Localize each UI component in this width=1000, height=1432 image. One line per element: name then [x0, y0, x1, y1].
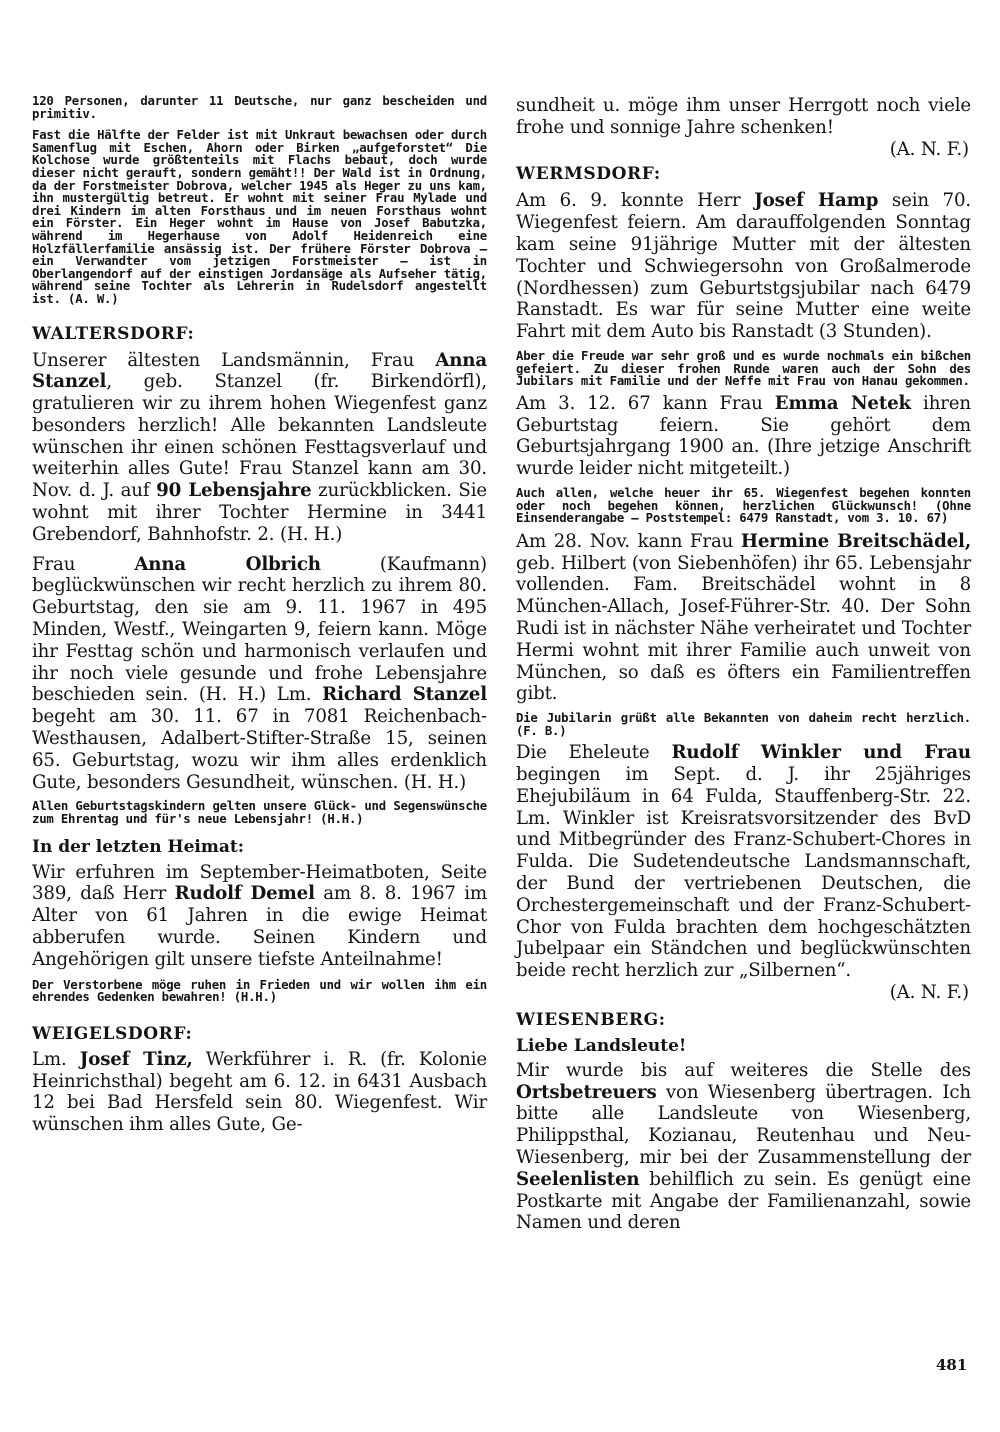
heading-wermsdorf: WERMSDORF: — [516, 164, 661, 185]
continuation-text: sundheit u. möge ihm unser Herrgott noch viele frohe und sonnige Jahre schenken! — [516, 95, 971, 138]
heading-waltersdorf: WALTERSDORF: — [32, 323, 195, 344]
heading-letzte-heimat: In der letzten Heimat: — [32, 836, 245, 857]
page-number: 481 — [936, 1356, 968, 1374]
obituary-note: Der Verstorbene möge ruhen in Frieden und wir wollen ihm ein ehrendes Gedenken bewahren! (H.H.) — [32, 977, 487, 1005]
intro-line: 120 Personen, darunter 11 Deutsche, nur ganz bescheiden und primitiv. — [32, 94, 487, 121]
heading-wiesenberg: WIESENBERG: — [516, 1009, 666, 1030]
article-hermine-breitschaedel: Am 28. Nov. kann Frau Hermine Breitschädel, geb. Hilbert (von Siebenhöfen) ihr 65. Lebensjahr vollenden. Fam. Breitschädel wohnt in 8 München-Allach, Josef-Führer-Str. 40. Der Sohn Rudi ist in nächster Nähe verheiratet und Tochter Hermi wohnt mit ihrer Familie auch unweit von München, so daß es öfters ein Familientreffen gibt. — [516, 530, 971, 705]
article-josef-tinz: Lm. Josef Tinz, Werkführer i. R. (fr. Kolonie Heinrichsthal) begeht am 6. 12. in 6431 Ausbach 12 bei Bad Hersfeld sein 80. Wiegenfest. Wir wünschen ihm alles Gute, Ge- — [32, 1048, 487, 1136]
article-emma-netek: Am 3. 12. 67 kann Frau Emma Netek ihren Geburtstag feiern. Sie gehört dem Geburtsjahrgang 1900 an. (Ihre jetzige Anschrift wurde leider nicht mitgeteilt.) — [516, 392, 971, 480]
jubilarin-note: Die Jubilarin grüßt alle Bekannten von daheim recht herzlich. (F. B.) — [516, 711, 971, 738]
celebration-note: Aber die Freude war sehr groß und es wurde nochmals ein bißchen gefeiert. Zu dieser frohen Runde waren auch der Sohn des Jubilars mit Familie und der Neffe mit Frau von Hanau gekommen. — [516, 348, 971, 389]
heading-weigelsdorf: WEIGELSDORF: — [32, 1023, 193, 1044]
article-ortsbetreuer: Mir wurde bis auf weiteres die Stelle des Ortsbetreuers von Wiesenberg übertragen. Ich bitte alle Landsleute von Wiesenberg, Philippsthal, Kozianau, Reutenhau und Neu-Wiesenberg, mir bei der Zusammenstellung der Seelenlisten behilflich zu sein. Es genügt eine Postkarte mit Angabe der Familienanzahl, sowie Namen und deren — [516, 1059, 971, 1234]
article-rudolf-winkler: Die Eheleute Rudolf Winkler und Frau begingen im Sept. d. J. ihr 25jähriges Ehejubiläum in 64 Fulda, Stauffenberg-Str. 22. Lm. Winkler ist Kreisratsvorsitzender des BvD und Mitbegründer des Franz-Schubert-Chores in Fulda. Die Sudetendeutsche Landsmannschaft, der Bund der vertriebenen Deutschen, die Orchestergemeinschaft und der Franz-Schubert-Chor von Fulda brachten dem hochgeschätzten Jubelpaar ein Ständchen und beglückwünschten beide recht herzlich zur „Silbernen“. — [516, 742, 971, 982]
kolchose-report: Fast die Hälfte der Felder ist mit Unkraut bewachsen oder durch Samenflug mit Eschen, Ahorn oder Birken „aufgeforstet“ Die Kolchose wurde größtenteils mit Flachs bebaut, doch wurde dieser nicht gerauft, sondern gemäht!! Der Wald ist in Ordnung, da der Forstmeister Dobrova, welcher 1945 als Heger zu uns kam, ihn mustergültig betreut. Er wohnt mit seiner Frau Mylade und drei Kindern im alten Forsthaus und im neuen Forsthaus wohnt ein Förster. Ein Heger wohnt im Hause von Josef Babutzka, während im Hegerhause von Adolf Heidenreich eine Holzfällerfamilie ansässig ist. Der frühere Förster Dobrova — ein Verwandter vom jetzigen Forstmeister — ist in Oberlangendorf auf der einstigen Jordansäge als Aufseher tätig, während seine Tochter als Lehrerin in Rudelsdorf angestellt ist. (A. W.) — [32, 128, 487, 306]
greeting-65: Auch allen, welche heuer ihr 65. Wiegenfest begehen konnten oder noch begehen können, herzlichen Glückwunsch! (Ohne Einsenderangabe — Poststempel: 6479 Ranstadt, vom 3. 10. 67) — [516, 485, 971, 526]
salutation: Liebe Landsleute! — [516, 1035, 687, 1056]
article-anna-olbrich: Frau Anna Olbrich (Kaufmann) beglückwünschen wir recht herzlich zu ihrem 80. Geburtstag, den sie am 9. 11. 1967 in 495 Minden, Westf., Weingarten 9, feiern kann. Möge ihr Festtag schön und harmonisch verlaufen und ihr noch viele gesunde und frohe Lebensjahre beschieden sein. (H. H.) Lm. Richard Stanzel begeht am 30. 11. 67 in 7081 Reichenbach-Westhausen, Adalbert-Stifter-Straße 15, seinen 65. Geburtstag, wozu wir ihm alles erdenklich Gute, besonders Gesundheit, wünschen. (H. H.) — [32, 553, 488, 793]
article-josef-hamp: Am 6. 9. konnte Herr Josef Hamp sein 70. Wiegenfest feiern. Am darauffolgenden Sonntag kam seine 91jährige Mutter mit der ältesten Tochter und Schwiegersohn von Großalmerode (Nordhessen) zum Geburtstgsjubilar nach 6479 Ranstadt. Es war für seine Mutter eine weite Fahrt mit dem Auto bis Ranstadt (3 Stunden). — [516, 190, 972, 343]
left-column — [32, 95, 487, 1136]
signature-anf-2: (A. N. F.) — [889, 982, 969, 1004]
birthday-greetings: Allen Geburtstagskindern gelten unsere Glück- und Segenswünsche zum Ehrentag und für's neue Lebensjahr! (H.H.) — [32, 799, 487, 827]
right-column — [516, 95, 971, 1234]
obituary-rudolf-demel: Wir erfuhren im September-Heimatboten, Seite 389, daß Herr Rudolf Demel am 8. 8. 1967 im Alter von 61 Jahren in die ewige Heimat abberufen wurde. Seinen Kindern und Angehörigen gilt unsere tiefste Anteilnahme! — [32, 861, 487, 970]
article-anna-stanzel: Unserer ältesten Landsmännin, Frau Anna Stanzel, geb. Stanzel (fr. Birkendörfl), gratulieren wir zu ihrem hohen Wiegenfest ganz besonders herzlich! Alle bekannten Landsleute wünschen ihr einen schönen Festtagsverlauf und weiterhin alles Gute! Frau Stanzel kann am 30. Nov. d. J. auf 90 Lebensjahre zurückblicken. Sie wohnt mit ihrer Tochter Hermine in 3441 Grebendorf, Bahnhofstr. 2. (H. H.) — [32, 349, 487, 545]
signature-anf-1: (A. N. F.) — [889, 138, 969, 160]
